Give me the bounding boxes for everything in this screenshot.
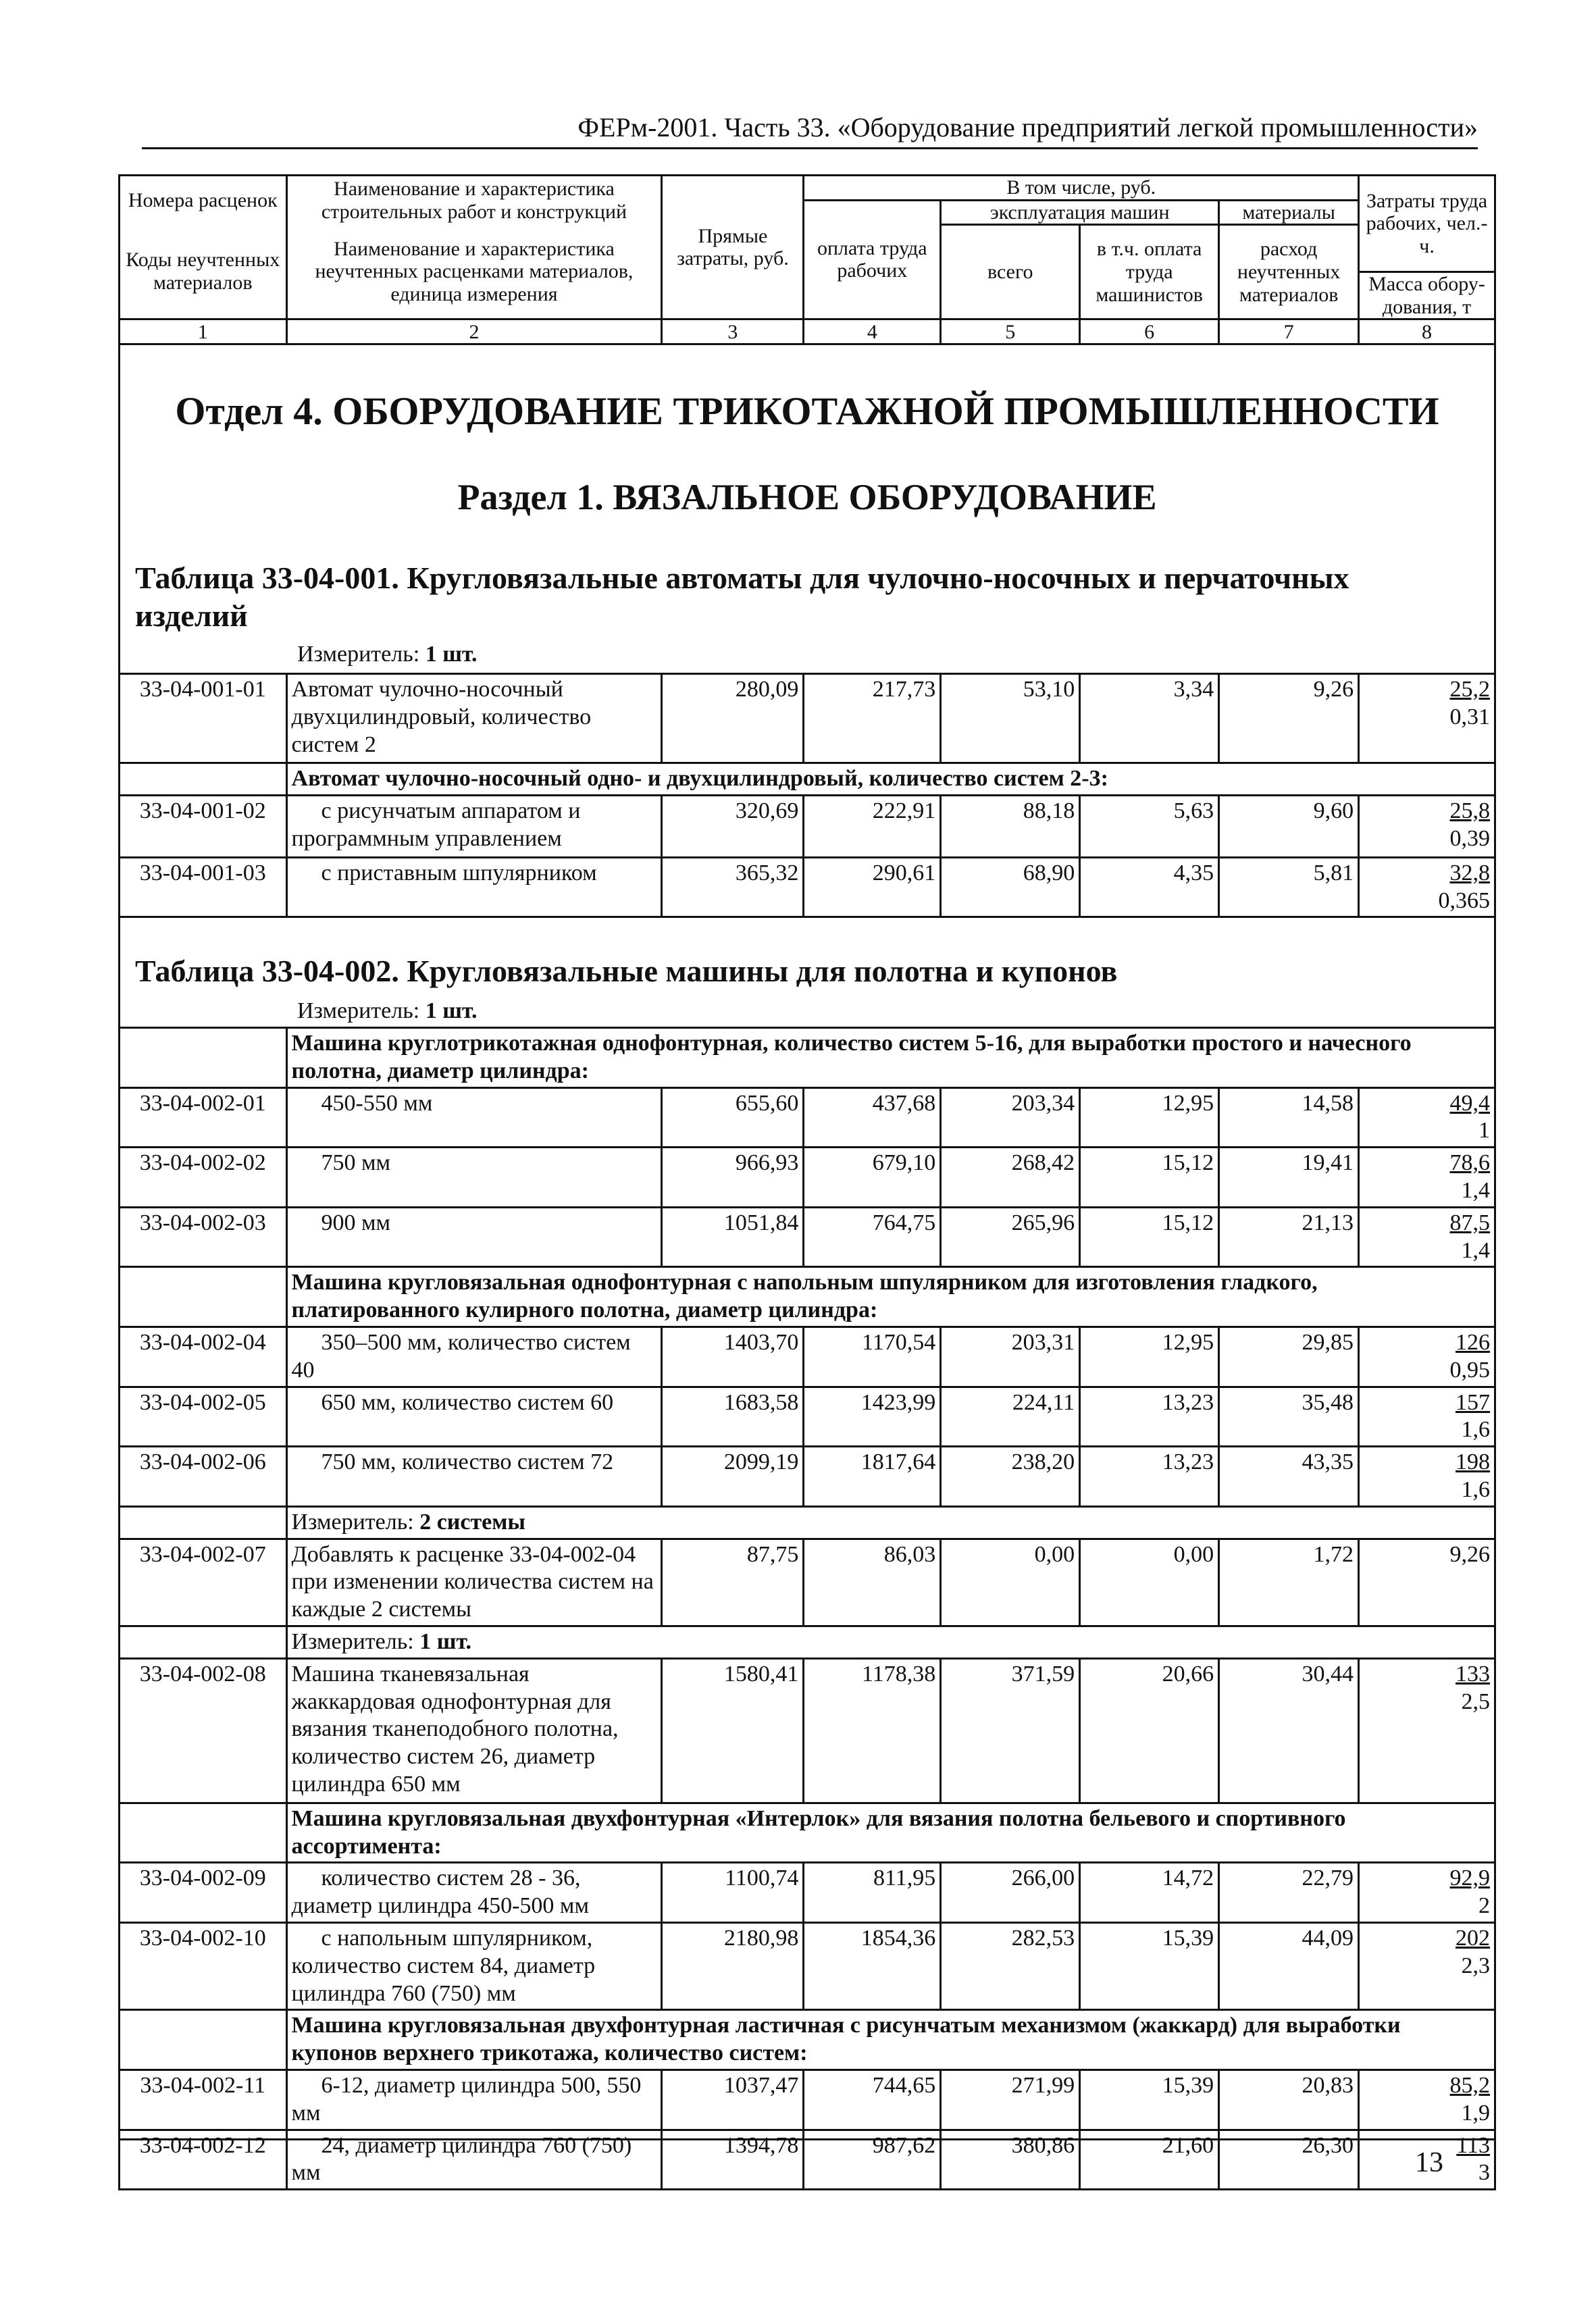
equipment-mass: 1,6 <box>1461 1476 1490 1502</box>
col-num: 4 <box>804 319 941 344</box>
labor-pay: 222,91 <box>804 795 941 857</box>
operator-pay: 4,35 <box>1080 857 1219 917</box>
labor-pay: 86,03 <box>804 1539 941 1626</box>
meter-line <box>297 998 478 1024</box>
materials: 21,13 <box>1219 1207 1359 1267</box>
labor-hours-value: 9,26 <box>1449 1541 1490 1567</box>
equipment-mass: 2,3 <box>1461 1953 1490 1978</box>
equipment-mass: 1,9 <box>1461 2100 1490 2126</box>
row-code: 33-04-002-07 <box>120 1539 287 1626</box>
labor-hours: 32,8 <box>1449 860 1490 885</box>
machine-total: 238,20 <box>941 1447 1080 1507</box>
materials: 1,72 <box>1219 1539 1359 1626</box>
machine-total: 268,42 <box>941 1148 1080 1208</box>
table-row <box>120 1658 1495 1803</box>
row-name-text: 750 мм, количество систем 72 <box>321 1449 614 1475</box>
group-blank <box>120 2010 287 2070</box>
operator-pay: 15,12 <box>1080 1148 1219 1208</box>
labor-pay: 1178,38 <box>804 1658 941 1803</box>
operator-pay: 13,23 <box>1080 1447 1219 1507</box>
direct-cost: 1580,41 <box>662 1658 804 1803</box>
labor-pay: 744,65 <box>804 2069 941 2130</box>
operator-pay: 13,23 <box>1080 1387 1219 1447</box>
equipment-mass: 1 <box>1478 1118 1490 1143</box>
row-code: 33-04-002-02 <box>120 1148 287 1208</box>
row-name-text: 650 мм, количество систем 60 <box>321 1389 614 1415</box>
group-blank <box>120 763 287 796</box>
labor-pay: 764,75 <box>804 1207 941 1267</box>
direct-cost: 1037,47 <box>662 2069 804 2130</box>
meter-label: Измеритель: <box>297 642 420 667</box>
table-title <box>135 559 1459 635</box>
labor-hours: 113 <box>1456 2132 1490 2158</box>
row-code: 33-04-001-01 <box>120 674 287 763</box>
labor-mass <box>1359 1922 1495 2009</box>
direct-cost: 2180,98 <box>662 1922 804 2009</box>
meter-value: 1 шт. <box>425 642 478 667</box>
running-header: ФЕРм-2001. Часть 33. «Оборудование предприятий легкой промышленности» <box>142 111 1478 149</box>
machine-total: 224,11 <box>941 1387 1080 1447</box>
labor-hours: 25,2 <box>1449 677 1490 702</box>
equipment-mass: 1,4 <box>1461 1177 1490 1203</box>
meter-label: Измеритель: <box>291 1628 414 1654</box>
direct-cost: 1100,74 <box>662 1863 804 1923</box>
row-name-text: с рисунчатым аппаратом и программным управлением <box>291 798 581 851</box>
labor-mass <box>1359 1148 1495 1208</box>
row-name: Автомат чулочно-носочный двухцилиндровый, количество систем 2 <box>286 674 662 763</box>
materials: 9,60 <box>1219 795 1359 857</box>
row-name-text: 24, диаметр цилиндра 760 (750) мм <box>291 2132 632 2186</box>
labor-pay: 217,73 <box>804 674 941 763</box>
operator-pay: 15,12 <box>1080 1207 1219 1267</box>
col2-top: Наименование и характеристика строительных работ и конструкций <box>286 176 662 225</box>
table-row <box>120 1922 1495 2009</box>
table-row <box>120 1539 1495 1626</box>
labor-mass <box>1359 1087 1495 1148</box>
materials: 29,85 <box>1219 1327 1359 1387</box>
direct-cost: 1403,70 <box>662 1327 804 1387</box>
table-row <box>120 2069 1495 2130</box>
col-num: 8 <box>1359 319 1495 344</box>
equipment-mass: 0,95 <box>1449 1357 1490 1383</box>
meter-value: 1 шт. <box>425 998 478 1023</box>
row-code: 33-04-001-03 <box>120 857 287 917</box>
table-title-text: Таблица 33-04-001. Кругловязальные автоматы для чулочно-носочных и перчаточных изделий <box>135 561 1349 634</box>
row-code: 33-04-002-12 <box>120 2130 287 2190</box>
labor-mass <box>1359 795 1495 857</box>
direct-cost: 1394,78 <box>662 2130 804 2190</box>
materials: 43,35 <box>1219 1447 1359 1507</box>
equipment-mass: 2,5 <box>1461 1689 1490 1714</box>
materials: 14,58 <box>1219 1087 1359 1148</box>
row-code: 33-04-002-10 <box>120 1922 287 2009</box>
group-blank <box>120 1803 287 1863</box>
meter-blank <box>120 1626 287 1658</box>
table-33-04-002 <box>118 1027 1496 2190</box>
machine-total: 88,18 <box>941 795 1080 857</box>
row-name <box>286 1447 662 1507</box>
labor-hours <box>1359 1539 1495 1626</box>
meter-row <box>286 1506 1495 1539</box>
direct-cost: 655,60 <box>662 1087 804 1148</box>
materials: 9,26 <box>1219 674 1359 763</box>
labor-mass <box>1359 857 1495 917</box>
operator-pay: 0,00 <box>1080 1539 1219 1626</box>
meter-line <box>297 642 478 667</box>
machine-total: 380,86 <box>941 2130 1080 2190</box>
materials: 35,48 <box>1219 1387 1359 1447</box>
materials: 26,30 <box>1219 2130 1359 2190</box>
row-code: 33-04-002-06 <box>120 1447 287 1507</box>
table-row <box>120 857 1495 917</box>
labor-hours: 202 <box>1456 1925 1490 1951</box>
labor-hours: 85,2 <box>1449 2072 1490 2098</box>
row-name-text: 900 мм <box>321 1210 391 1235</box>
machine-total: 282,53 <box>941 1922 1080 2009</box>
equipment-mass: 2 <box>1478 1893 1490 1919</box>
row-name <box>286 1087 662 1148</box>
labor-hours: 78,6 <box>1449 1150 1490 1176</box>
machine-total: 265,96 <box>941 1207 1080 1267</box>
row-code: 33-04-002-03 <box>120 1207 287 1267</box>
operator-pay: 21,60 <box>1080 2130 1219 2190</box>
materials: 30,44 <box>1219 1658 1359 1803</box>
labor-mass <box>1359 1387 1495 1447</box>
col1-top: Номера расценок <box>120 176 287 225</box>
equipment-mass: 0,31 <box>1449 704 1490 729</box>
col5-header: всего <box>941 225 1080 319</box>
operator-pay: 3,34 <box>1080 674 1219 763</box>
materials: 20,83 <box>1219 2069 1359 2130</box>
col-num: 5 <box>941 319 1080 344</box>
meter-blank <box>120 1506 287 1539</box>
col-num: 3 <box>662 319 804 344</box>
column-header <box>118 174 1496 345</box>
col7-header: расход неучтенных материалов <box>1219 225 1359 319</box>
labor-mass <box>1359 2069 1495 2130</box>
machine-total: 266,00 <box>941 1863 1080 1923</box>
equipment-mass: 1,6 <box>1461 1417 1490 1443</box>
table-row <box>120 1863 1495 1923</box>
direct-cost: 1683,58 <box>662 1387 804 1447</box>
materials: 19,41 <box>1219 1148 1359 1208</box>
row-code: 33-04-002-01 <box>120 1087 287 1148</box>
col3-header: Прямые затраты, руб. <box>662 176 804 319</box>
materials: 22,79 <box>1219 1863 1359 1923</box>
operator-pay: 12,95 <box>1080 1087 1219 1148</box>
row-name <box>286 1327 662 1387</box>
col4-header: оплата труда рабочих <box>804 200 941 319</box>
row-code: 33-04-001-02 <box>120 795 287 857</box>
row-code: 33-04-002-05 <box>120 1387 287 1447</box>
labor-hours: 126 <box>1456 1329 1490 1355</box>
labor-hours: 198 <box>1456 1449 1490 1475</box>
meter-value: 1 шт. <box>419 1628 472 1654</box>
labor-hours: 49,4 <box>1449 1090 1490 1116</box>
section-title: Отдел 4. ОБОРУДОВАНИЕ ТРИКОТАЖНОЙ ПРОМЫШЛЕННОСТИ <box>175 389 1439 433</box>
labor-pay: 290,61 <box>804 857 941 917</box>
mat-header: материалы <box>1219 200 1359 225</box>
meter-value: 2 системы <box>419 1509 525 1535</box>
labor-mass <box>1359 1207 1495 1267</box>
row-code: 33-04-002-04 <box>120 1327 287 1387</box>
exp-header: эксплуатация машин <box>941 200 1219 225</box>
row-name <box>286 1863 662 1923</box>
direct-cost: 320,69 <box>662 795 804 857</box>
row-name-text: количество систем 28 - 36, диаметр цилиндра 450-500 мм <box>291 1866 589 1919</box>
col-num: 6 <box>1080 319 1219 344</box>
operator-pay: 14,72 <box>1080 1863 1219 1923</box>
machine-total: 53,10 <box>941 674 1080 763</box>
table-row <box>120 1148 1495 1208</box>
row-name <box>286 795 662 857</box>
row-name-text: с напольным шпулярником, количество систем 84, диаметр цилиндра 760 (750) мм <box>291 1925 596 2006</box>
labor-hours: 157 <box>1456 1389 1490 1415</box>
labor-pay: 811,95 <box>804 1863 941 1923</box>
row-name <box>286 1148 662 1208</box>
row-name-text: с приставным шпулярником <box>321 860 597 885</box>
col-num: 1 <box>120 319 287 344</box>
direct-cost: 2099,19 <box>662 1447 804 1507</box>
row-code: 33-04-002-09 <box>120 1863 287 1923</box>
labor-mass <box>1359 1327 1495 1387</box>
row-code: 33-04-002-11 <box>120 2069 287 2130</box>
equipment-mass: 0,365 <box>1438 888 1490 913</box>
group-heading: Машина круглотрикотажная однофонтурная, количество систем 5-16, для выработки простого и начесного полотна, диаметр цилиндра: <box>286 1028 1495 1088</box>
row-name <box>286 857 662 917</box>
col8-top: Затраты труда рабочих, чел.-ч. <box>1359 176 1495 272</box>
table-row <box>120 795 1495 857</box>
row-name <box>286 1387 662 1447</box>
labor-pay: 987,62 <box>804 2130 941 2190</box>
operator-pay: 20,66 <box>1080 1658 1219 1803</box>
machine-total: 203,34 <box>941 1087 1080 1148</box>
materials: 44,09 <box>1219 1922 1359 2009</box>
row-name <box>286 1207 662 1267</box>
machine-total: 271,99 <box>941 2069 1080 2130</box>
direct-cost: 87,75 <box>662 1539 804 1626</box>
labor-pay: 1854,36 <box>804 1922 941 2009</box>
labor-pay: 1423,99 <box>804 1387 941 1447</box>
group-heading: Машина кругловязальная однофонтурная с напольным шпулярником для изготовления гладкого, платированного кулирного полотна, диаметр цилиндра: <box>286 1267 1495 1327</box>
table-row <box>120 1087 1495 1148</box>
labor-pay: 1170,54 <box>804 1327 941 1387</box>
labor-pay: 679,10 <box>804 1148 941 1208</box>
table-title <box>135 952 1459 990</box>
labor-hours: 92,9 <box>1449 1866 1490 1891</box>
meter-label: Измеритель: <box>297 998 420 1023</box>
group-blank <box>120 1267 287 1327</box>
labor-mass <box>1359 1658 1495 1803</box>
machine-total: 68,90 <box>941 857 1080 917</box>
direct-cost: 365,32 <box>662 857 804 917</box>
meter-label: Измеритель: <box>291 1509 414 1535</box>
labor-mass <box>1359 674 1495 763</box>
machine-total: 203,31 <box>941 1327 1080 1387</box>
direct-cost: 966,93 <box>662 1148 804 1208</box>
page-number: 13 <box>1415 2147 1443 2178</box>
col-num: 2 <box>286 319 662 344</box>
col2-bottom: Наименование и характеристика неучтенных расценками материалов, единица измерения <box>286 225 662 319</box>
table-row <box>120 2130 1495 2190</box>
col-num: 7 <box>1219 319 1359 344</box>
equipment-mass: 0,39 <box>1449 825 1490 851</box>
row-code: 33-04-002-08 <box>120 1658 287 1803</box>
table-row <box>120 1447 1495 1507</box>
col6-header: в т.ч. оплата труда машинистов <box>1080 225 1219 319</box>
labor-pay: 1817,64 <box>804 1447 941 1507</box>
operator-pay: 12,95 <box>1080 1327 1219 1387</box>
incl-header: В том числе, руб. <box>804 176 1359 201</box>
labor-pay: 437,68 <box>804 1087 941 1148</box>
row-name-text: 6-12, диаметр цилиндра 500, 550 мм <box>291 2072 642 2126</box>
equipment-mass: 1,4 <box>1461 1237 1490 1263</box>
direct-cost: 1051,84 <box>662 1207 804 1267</box>
table-33-04-001 <box>118 673 1496 918</box>
col8-bottom: Масса обору-дования, т <box>1359 272 1495 319</box>
row-name-text: 350–500 мм, количество систем 40 <box>291 1329 631 1383</box>
row-name <box>286 2130 662 2190</box>
table-row <box>120 1207 1495 1267</box>
machine-total: 371,59 <box>941 1658 1080 1803</box>
row-name: Машина тканевязальная жаккардовая однофонтурная для вязания тканеподобного полотна, количество систем 26, диаметр цилиндра 650 мм <box>286 1658 662 1803</box>
table-row <box>120 1327 1495 1387</box>
direct-cost: 280,09 <box>662 674 804 763</box>
operator-pay: 15,39 <box>1080 2069 1219 2130</box>
labor-hours: 133 <box>1456 1661 1490 1687</box>
row-name: Добавлять к расценке 33-04-002-04 при изменении количества систем на каждые 2 системы <box>286 1539 662 1626</box>
row-name-text: 450-550 мм <box>321 1090 433 1116</box>
col1-bottom: Коды неучтенных материалов <box>120 225 287 319</box>
row-name <box>286 1922 662 2009</box>
group-blank <box>120 1028 287 1088</box>
row-name-text: 750 мм <box>321 1150 391 1176</box>
group-heading: Автомат чулочно-носочный одно- и двухцилиндровый, количество систем 2-3: <box>286 763 1495 796</box>
labor-hours: 87,5 <box>1449 1210 1490 1235</box>
labor-hours: 25,8 <box>1449 798 1490 823</box>
table-title-text: Таблица 33-04-002. Кругловязальные машины для полотна и купонов <box>135 954 1118 988</box>
materials: 5,81 <box>1219 857 1359 917</box>
table-row <box>120 1387 1495 1447</box>
table-row <box>120 674 1495 763</box>
subsection-title: Раздел 1. ВЯЗАЛЬНОЕ ОБОРУДОВАНИЕ <box>457 477 1157 517</box>
group-heading: Машина кругловязальная двухфонтурная «Интерлок» для вязания полотна бельевого и спортивного ассортимента: <box>286 1803 1495 1863</box>
operator-pay: 5,63 <box>1080 795 1219 857</box>
group-heading: Машина кругловязальная двухфонтурная ластичная с рисунчатым механизмом (жаккард) для выработки купонов верхнего трикотажа, количество систем: <box>286 2010 1495 2070</box>
operator-pay: 15,39 <box>1080 1922 1219 2009</box>
machine-total: 0,00 <box>941 1539 1080 1626</box>
labor-mass <box>1359 1447 1495 1507</box>
row-name <box>286 2069 662 2130</box>
equipment-mass: 3 <box>1478 2160 1490 2186</box>
labor-mass <box>1359 1863 1495 1923</box>
meter-row <box>286 1626 1495 1658</box>
